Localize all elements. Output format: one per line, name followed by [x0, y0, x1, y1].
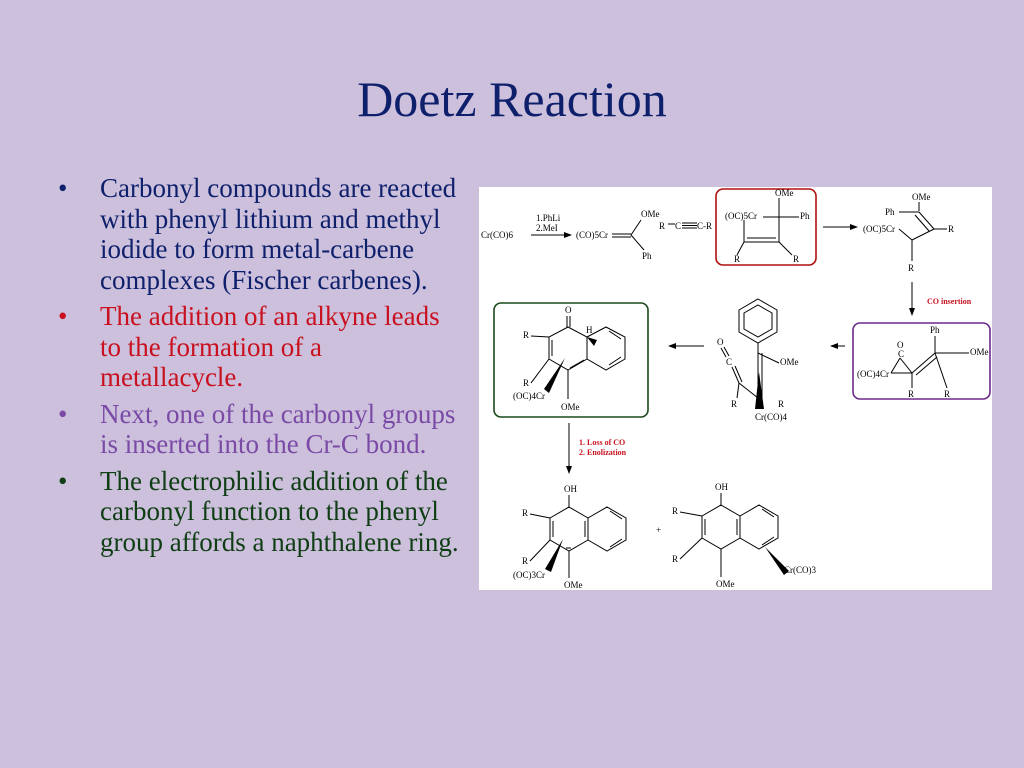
bullet-dot: •: [58, 398, 68, 429]
substituent-label: OMe: [780, 357, 799, 367]
atom-label: H: [586, 325, 593, 335]
substituent-label: Ph: [800, 211, 810, 221]
wedge-bond: [545, 539, 563, 572]
reaction-scheme-svg: [479, 187, 992, 590]
metal-label: (OC)4Cr: [857, 369, 889, 379]
reaction-scheme: [479, 187, 992, 590]
phenyl-ring-inner: [744, 305, 772, 337]
reagent-label: 2.MeI: [536, 223, 558, 233]
metallacycle-highlight-box: [716, 189, 816, 265]
atom-label: O: [565, 305, 572, 315]
ring-left: [702, 505, 740, 549]
substituent-label: R: [793, 254, 800, 264]
substituent-label: R: [944, 389, 951, 399]
alkyne-label: C-R: [697, 221, 713, 231]
step-label: CO insertion: [927, 297, 972, 306]
substituent-label: R: [522, 508, 529, 518]
ring-left: [549, 327, 587, 370]
bullet-text: Carbonyl compounds are reacted with phenyl lithium and methyl iodide to form metal-carbene complexes (Fischer carbenes).: [100, 173, 457, 295]
substituent-label: OH: [564, 484, 577, 494]
substituent-label: Ph: [642, 251, 652, 261]
substituent-label: OMe: [564, 580, 583, 590]
substituent-label: OMe: [561, 402, 580, 412]
substituent-label: OMe: [641, 209, 660, 219]
alkyne-label: R: [659, 221, 666, 231]
ring-right: [588, 507, 626, 551]
wedge-bond: [755, 372, 764, 409]
substituent-label: OMe: [775, 188, 794, 198]
substituent-label: R: [734, 254, 741, 264]
bullet-item: [58, 301, 463, 393]
phenyl-ring: [739, 299, 777, 343]
ring-left: [550, 507, 588, 551]
metal-label: (OC)5Cr: [863, 224, 895, 234]
wedge-bond: [587, 337, 597, 346]
slide-title: Doetz Reaction: [357, 71, 667, 127]
substituent-label: R: [672, 506, 679, 516]
substituent-label: R: [778, 399, 785, 409]
atom-label: O: [897, 340, 904, 350]
reagent-label: 1.PhLi: [536, 213, 561, 223]
substituent-label: R: [523, 330, 530, 340]
substituent-label: Ph: [885, 207, 895, 217]
bullet-dot: •: [58, 173, 68, 203]
substituent-label: R: [731, 399, 738, 409]
atom-label: C: [726, 357, 733, 367]
metal-label: Cr(CO)4: [755, 412, 787, 422]
substituent-label: R: [522, 556, 529, 566]
metal-label: (OC)5Cr: [725, 211, 757, 221]
bullet-dot: •: [58, 301, 68, 331]
atom-label: O: [717, 337, 724, 347]
step-label: 1. Loss of CO: [579, 438, 626, 447]
step-label: 2. Enolization: [579, 448, 627, 457]
substituent-label: OMe: [970, 347, 989, 357]
substituent-label: R: [908, 263, 915, 273]
substituent-label: R: [908, 389, 915, 399]
bullet-item: [58, 399, 463, 460]
ring-right: [587, 327, 625, 370]
substituent-label: Ph: [930, 325, 940, 335]
ring-right: [740, 505, 778, 549]
bullet-list: [58, 173, 463, 563]
bullet-text: The electrophilic addition of the carbonyl function to the phenyl group affords a naphthalene ring.: [100, 465, 459, 557]
substituent-label: R: [948, 224, 955, 234]
atom-label: C: [898, 349, 905, 359]
bullet-dot: •: [58, 465, 68, 496]
substituent-label: OMe: [912, 192, 931, 202]
plus-sign: +: [656, 525, 662, 535]
alkyne-label: C: [675, 221, 682, 231]
metal-label: Cr(CO)3: [784, 565, 816, 575]
substituent-label: R: [523, 378, 530, 388]
bullet-item: [58, 466, 463, 558]
bullet-item: [58, 173, 463, 295]
substituent-label: OH: [715, 482, 728, 492]
metal-label: (OC)4Cr: [513, 391, 545, 401]
bullet-text: Next, one of the carbonyl groups is inserted into the Cr-C bond.: [100, 398, 456, 459]
wedge-bond: [544, 358, 565, 393]
carbene-metal-label: (CO)5Cr: [576, 230, 608, 240]
acyl-complex-highlight-box: [853, 323, 990, 399]
bullet-text: The addition of an alkyne leads to the formation of a metallacycle.: [100, 301, 440, 392]
substituent-label: R: [672, 554, 679, 564]
substituent-label: OMe: [716, 579, 735, 589]
metal-label: (OC)3Cr: [513, 570, 545, 580]
start-reagent-label: Cr(CO)6: [481, 230, 513, 240]
